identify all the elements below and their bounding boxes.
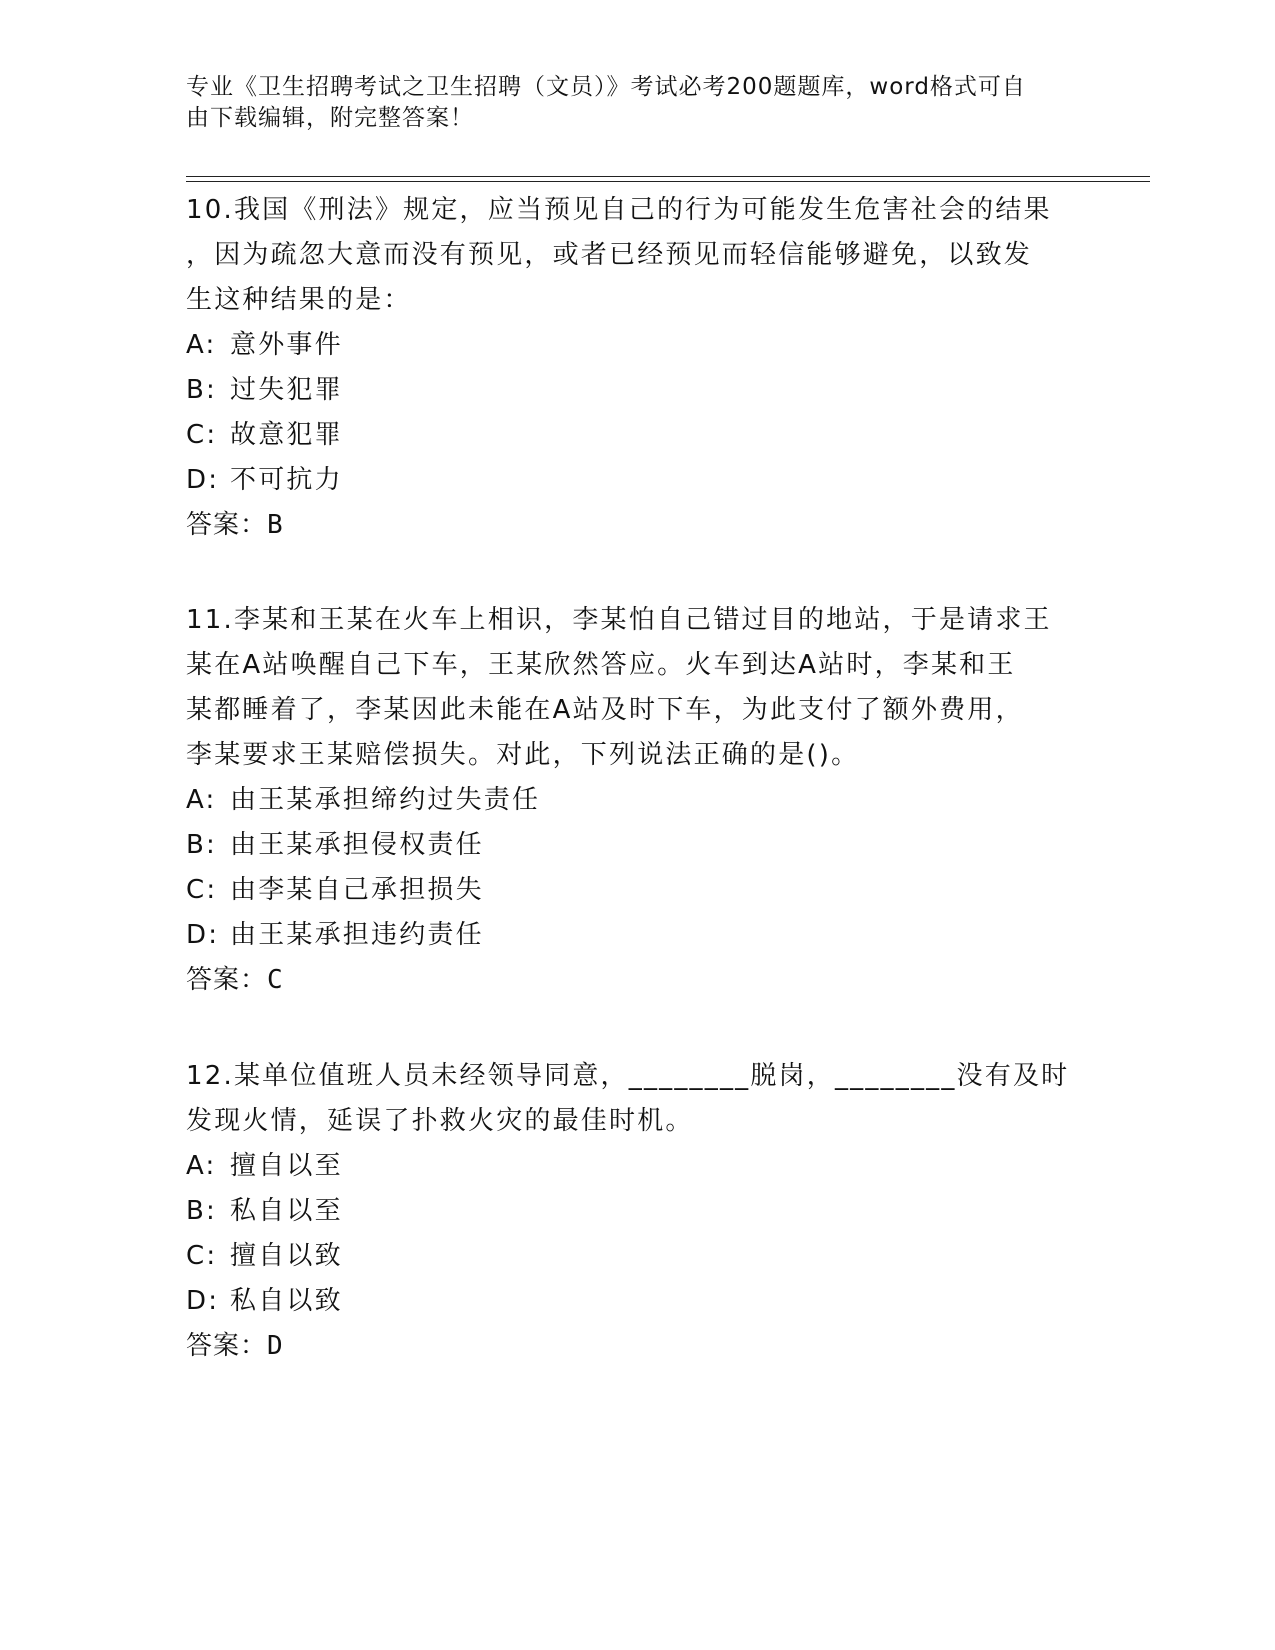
question-stem-line: 生这种结果的是：: [186, 285, 412, 315]
option-a: [186, 778, 1106, 823]
option-letter: B:: [186, 1196, 217, 1226]
question-stem-line: 11.李某和王某在火车上相识，李某怕自己错过目的地站，于是请求王: [186, 605, 1052, 635]
option-letter: B:: [186, 375, 217, 405]
option-letter: D:: [186, 465, 220, 495]
question-11: [186, 598, 1106, 1003]
question-stem-line: 10.我国《刑法》规定，应当预见自己的行为可能发生危害社会的结果: [186, 195, 1052, 225]
answer-label: 答案：: [186, 965, 268, 995]
option-text: 由王某承担违约责任: [230, 920, 484, 950]
option-letter: A:: [186, 785, 217, 815]
question-stem-line: 发现火情，延误了扑救火灾的最佳时机。: [186, 1106, 694, 1136]
option-text: 意外事件: [230, 330, 343, 360]
option-text: 擅自以致: [230, 1241, 343, 1271]
document-header: [186, 72, 1066, 134]
option-letter: C:: [186, 420, 218, 450]
option-letter: C:: [186, 875, 218, 905]
option-text: 不可抗力: [230, 465, 343, 495]
question-12: [186, 1054, 1106, 1369]
question-stem-line: 某在A站唤醒自己下车，王某欣然答应。火车到达A站时，李某和王: [186, 650, 1016, 680]
option-b: [186, 368, 1106, 413]
option-b: [186, 1189, 1106, 1234]
option-d: [186, 1279, 1106, 1324]
option-letter: B:: [186, 830, 217, 860]
option-letter: C:: [186, 1241, 218, 1271]
answer-line: [186, 1324, 1106, 1369]
option-d: [186, 913, 1106, 958]
option-c: [186, 1234, 1106, 1279]
question-stem-line: 某都睡着了，李某因此未能在A站及时下车，为此支付了额外费用，: [186, 695, 1024, 725]
answer-line: [186, 503, 1106, 548]
question-10: [186, 188, 1106, 548]
option-text: 过失犯罪: [230, 375, 343, 405]
answer-line: [186, 958, 1106, 1003]
header-line-2: 由下载编辑，附完整答案！: [186, 105, 474, 131]
option-text: 私自以至: [230, 1196, 343, 1226]
option-text: 私自以致: [230, 1286, 343, 1316]
option-text: 由李某自己承担损失: [230, 875, 484, 905]
question-stem-line: ，因为疏忽大意而没有预见，或者已经预见而轻信能够避免，以致发: [186, 240, 1033, 270]
option-a: [186, 323, 1106, 368]
option-letter: A:: [186, 1151, 217, 1181]
option-c: [186, 413, 1106, 458]
header-divider-bottom: [186, 181, 1150, 182]
question-stem-line: 12.某单位值班人员未经领导同意，________脱岗，________没有及时: [186, 1061, 1070, 1091]
option-text: 由王某承担缔约过失责任: [230, 785, 541, 815]
option-c: [186, 868, 1106, 913]
question-stem-line: 李某要求王某赔偿损失。对此，下列说法正确的是()。: [186, 740, 860, 770]
header-line-1: 专业《卫生招聘考试之卫生招聘（文员）》考试必考200题题库，word格式可自: [186, 74, 1026, 100]
option-letter: D:: [186, 1286, 220, 1316]
option-letter: D:: [186, 920, 220, 950]
option-letter: A:: [186, 330, 217, 360]
option-b: [186, 823, 1106, 868]
answer-label: 答案：: [186, 510, 268, 540]
header-divider-top: [186, 176, 1150, 177]
option-text: 由王某承担侵权责任: [230, 830, 484, 860]
option-text: 擅自以至: [230, 1151, 343, 1181]
answer-value: D: [267, 1331, 285, 1361]
answer-label: 答案：: [186, 1331, 268, 1361]
option-text: 故意犯罪: [230, 420, 343, 450]
option-a: [186, 1144, 1106, 1189]
answer-value: C: [267, 965, 285, 995]
option-d: [186, 458, 1106, 503]
answer-value: B: [267, 510, 285, 540]
